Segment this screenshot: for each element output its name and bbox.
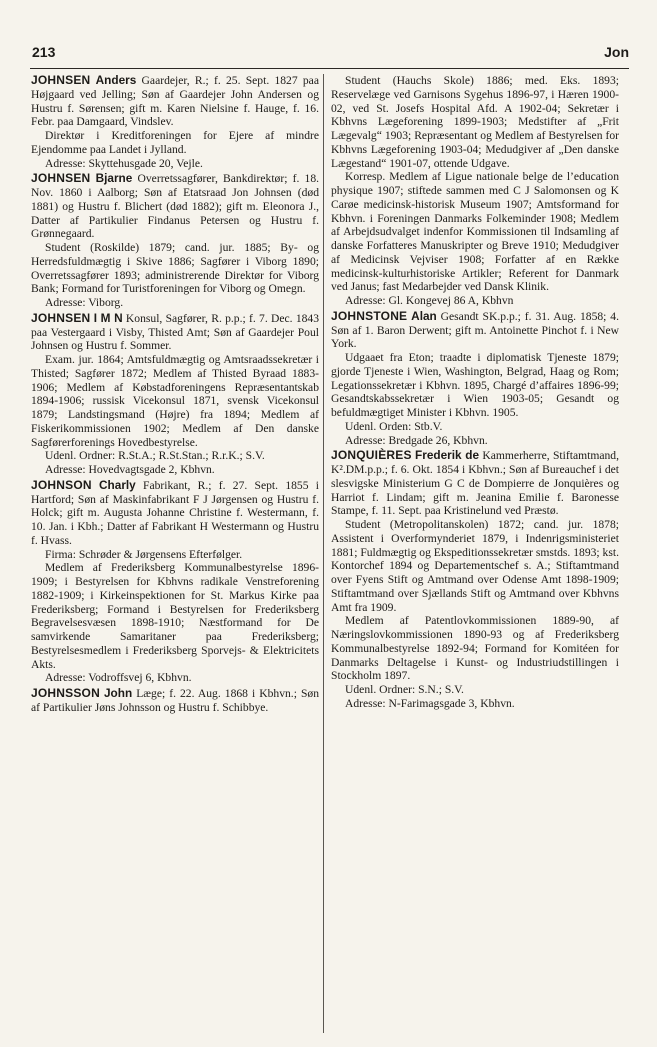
entry-text: Adresse: Vodroffsvej 6, Kbhvn. <box>45 671 192 685</box>
entry-text: Student (Roskilde) 1879; cand. jur. 1885; By- og Herredsfuldmægtig i Skive 1886; Sagfører i Viborg 1890; Overretssagfører 1893; administrerende Direktør for Viborg Bank; Formand for Turistforeningen for Viborg og Omegn. <box>31 241 319 296</box>
entry-text: Overretssagfører, Bankdirektør; f. 18. Nov. 1860 i Aalborg; Søn af Etatsraad Jon Johnsen (død 1881) og Hustru f. Blichert (død 1882); gift m. Eleonora J., Datter af Partikulier Findanus Petersen og Hustru f. Grønnegaard. <box>31 172 320 241</box>
left-column <box>31 74 319 717</box>
entry-paragraph <box>331 518 619 614</box>
entry-paragraph <box>31 548 319 562</box>
entry-text: Konsul, Sagfører, R. p.p.; f. 7. Dec. 1843 paa Vestergaard i Visby, Thisted Amt; Søn af Gaardejer Poul Johnsen og Hustru f. Sommer. <box>31 311 320 353</box>
entry-paragraph <box>331 697 619 711</box>
entry-paragraph <box>31 74 319 129</box>
entry-given-name: Alan <box>411 308 437 323</box>
entry-paragraph <box>331 294 619 308</box>
entry-paragraph <box>331 170 619 294</box>
entry-text: Adresse: Bredgade 26, Kbhvn. <box>345 433 488 447</box>
entry-given-name: Bjarne <box>95 171 133 186</box>
entry-text: Exam. jur. 1864; Amtsfuldmægtig og Amtsraadssekretær i Thisted; Sagfører 1872; Medlem af Thisted Byraad 1883-1906; Medlem af Købstadforeningens Repræsentantskab 1894-1906; russisk Vicekonsul 1871, svensk Vicekonsul 1879; Landstingsmand (Højre) fra 1894; Medlem af Fiskerikommissionen 1902; Medlem af Den danske Sagførerforenings Hovedbestyrelse. <box>31 353 319 449</box>
entry-paragraph <box>31 687 319 715</box>
entry-paragraph <box>331 434 619 448</box>
entry-given-name: Frederik de <box>415 448 480 463</box>
entry-paragraph <box>31 479 319 548</box>
entry-text: Direktør i Kreditforeningen for Ejere af mindre Ejendomme paa Landet i Jylland. <box>31 129 319 156</box>
entry-text: Gesandt SK.p.p.; f. 31. Aug. 1858; 4. Søn af 1. Baron Derwent; gift m. Antoinette Pinchot f. i New York. <box>331 309 619 351</box>
entry-given-name: I M N <box>93 310 123 325</box>
entry-paragraph <box>31 129 319 157</box>
entry-surname: JOHNSTONE <box>331 308 408 323</box>
entry-given-name: Charly <box>99 477 136 492</box>
entry-surname: JOHNSEN <box>31 73 91 87</box>
entry-text: Udenl. Ordner: R.St.A.; R.St.Stan.; R.r.K.; S.V. <box>45 449 265 463</box>
entry-text: Gaardejer, R.; f. 25. Sept. 1827 paa Højgaard ved Jelling; Søn af Gaardejer John Andersen og Hustru f. Sørensen; gift m. Karen Nielsine f. Hauge, f. 16. Febr. paa Damgaard, Vindslev. <box>31 74 319 129</box>
entry-given-name: Anders <box>95 73 137 87</box>
dictionary-entry <box>31 312 319 477</box>
dictionary-entry <box>31 74 319 170</box>
dictionary-entry <box>31 687 319 715</box>
entry-surname: JOHNSEN <box>31 310 91 325</box>
entry-paragraph <box>31 463 319 477</box>
entry-text: Fabrikant, R.; f. 27. Sept. 1855 i Hartford; Søn af Maskinfabrikant F J Jørgensen og Hustru f. Holck; gift m. Augusta Johanne Christine f. Westermann, f. 10. Jan. i Kbh.; Datter af Fabrikant H Westermann og Hustru f. Hvass. <box>31 478 320 547</box>
dictionary-entry <box>331 74 619 308</box>
entry-text: Kammerherre, Stiftamtmand, K².DM.p.p.; f. 6. Okt. 1854 i Kbhvn.; Søn af Bureauchef i det slesvigske Ministerium G C de Dompierre de Jonquières og Harriot f. Lindam; gift m. Jeanina Emilie f. Baronesse Stampe, f. 11. Sept. paa Kristinelund ved Præstø. <box>331 449 619 518</box>
entry-text: Udenl. Orden: Stb.V. <box>345 419 443 433</box>
dictionary-entry <box>31 479 319 685</box>
entry-paragraph <box>31 312 319 353</box>
entry-text: Medlem af Patentlovkommissionen 1889-90, af Næringslovkommissionen 1890-93 og af Frederiksberg Kommunalbestyrelse 1892-94; Formand for Komitéen for Danmarks Deltagelse i Kunst- og Industriudstillingen i Stockholm 1897. <box>331 614 619 683</box>
entry-text: Student (Metropolitanskolen) 1872; cand. jur. 1878; Assistent i Overformynderiet 1879, i Indenrigsministeriet 1881; Fuldmægtig og Ekspeditionssekretær smstds. 1893; kst. Kontorchef 1894 og Departementschef s. A.; Stiftamtmand over Fyens Stift og Amtmand over Odense Amt 1898-1909; Stiftamtmand over Sjællands Stift og Amtmand over Kbhvns Amt fra 1909. <box>331 518 619 614</box>
running-keyword: Jon <box>604 44 629 60</box>
entry-text: Medlem af Frederiksberg Kommunalbestyrelse 1896-1909; i Bestyrelsen for Kbhvns radikale Venstreforening 1882-1909; i Kirkeinspektionen for St. Markus Kirke paa Frederiksberg; Formand i Bestyrelsen for Frederiksberg Begravelsesvæsen 1898-1910; Næstformand for De samvirkende Samaritaner paa Frederiksberg; Bestyrelsesmedlem i Frederiksberg Sporvejs- & Elektricitets Akts. <box>31 561 319 671</box>
dictionary-entry <box>331 449 619 710</box>
entry-paragraph <box>331 683 619 697</box>
entry-text: Udenl. Ordner: S.N.; S.V. <box>345 683 464 696</box>
entry-text: Student (Hauchs Skole) 1886; med. Eks. 1893; Reservelæge ved Garnisons Sygehus 1896-97, i Hæren 1900-02, ved St. Josefs Hospital Afd. A 1902-04; Sekretær i Kbhvns Lægeforening 1899-1903; Medstifter af „Frit Lægevalg“ 1903; Repræsentant og Medlem af Bestyrelsen for Kbhvns Lægeforening 1903-04; Medudgiver af „Den danske Lægestand“ 1901-07, ottende Udgave. <box>331 74 619 170</box>
entry-paragraph <box>31 671 319 685</box>
entry-paragraph <box>31 296 319 310</box>
entry-text: Læge; f. 22. Aug. 1868 i Kbhvn.; Søn af Partikulier Jøns Johnsson og Hustru f. Schibbye. <box>31 687 319 714</box>
header-rule <box>30 68 629 69</box>
entry-paragraph <box>31 353 319 449</box>
entry-paragraph <box>331 351 619 420</box>
dictionary-entry <box>331 310 619 448</box>
entry-text: Korresp. Medlem af Ligue nationale belge de l’education physique 1907; stiftede sammen med C J Salomonsen og K Carøe medicinsk-historisk Museum 1907; Amtsformand for Kbhvn. i Foreningen Danmarks Folkeminder 1908; Medlem af Arbejdsudvalget indenfor Kommissionen til Indsamling af danske Forfatteres Manuskripter og Breve 1910; Medudgiver af Medicinsk Vejviser 1908; Forfatter af en Række medicinsk-kulturhistoriske Artikler; Referent for Danmark ved Janus; fast Medarbejder ved Dansk Klinik. <box>331 170 619 294</box>
entry-paragraph <box>31 561 319 671</box>
entry-surname: JOHNSEN <box>31 171 91 186</box>
entry-paragraph <box>31 241 319 296</box>
entry-surname: JOHNSSON <box>31 686 100 700</box>
entry-paragraph <box>331 614 619 683</box>
entry-text: Adresse: N-Farimagsgade 3, Kbhvn. <box>345 696 515 710</box>
entry-text: Adresse: Hovedvagtsgade 2, Kbhvn. <box>45 463 215 476</box>
entry-given-name: John <box>103 686 133 700</box>
right-column <box>331 74 619 713</box>
entry-paragraph <box>331 449 619 518</box>
entry-text: Adresse: Skyttehusgade 20, Vejle. <box>45 156 203 170</box>
entry-paragraph <box>331 74 619 170</box>
entry-paragraph <box>331 310 619 351</box>
entry-surname: JOHNSON <box>31 477 92 492</box>
entry-text: Adresse: Viborg. <box>45 296 124 309</box>
page-number: 213 <box>32 44 56 60</box>
entry-paragraph <box>31 157 319 171</box>
entry-text: Adresse: Gl. Kongevej 86 A, Kbhvn <box>345 294 514 307</box>
page-header <box>30 44 629 66</box>
entry-paragraph <box>331 420 619 434</box>
dictionary-entry <box>31 172 319 310</box>
column-divider <box>323 74 324 1033</box>
entry-paragraph <box>31 172 319 241</box>
entry-text: Udgaaet fra Eton; traadte i diplomatisk Tjeneste 1879; gjorde Tjeneste i Wien, Washington, Belgrad, Haag og Rom; Legationssekretær i Kbhvn. 1895, Chargé d’affaires 1896-99; Gesandtskabssekretær i Wien 1903-05; Gesandt og befuldmægtiget Minister i Kbhvn. 1905. <box>331 351 619 419</box>
entry-text: Firma: Schrøder & Jørgensens Efterfølger. <box>45 547 243 561</box>
entry-paragraph <box>31 449 319 463</box>
entry-surname: JONQUIÈRES <box>331 448 412 463</box>
